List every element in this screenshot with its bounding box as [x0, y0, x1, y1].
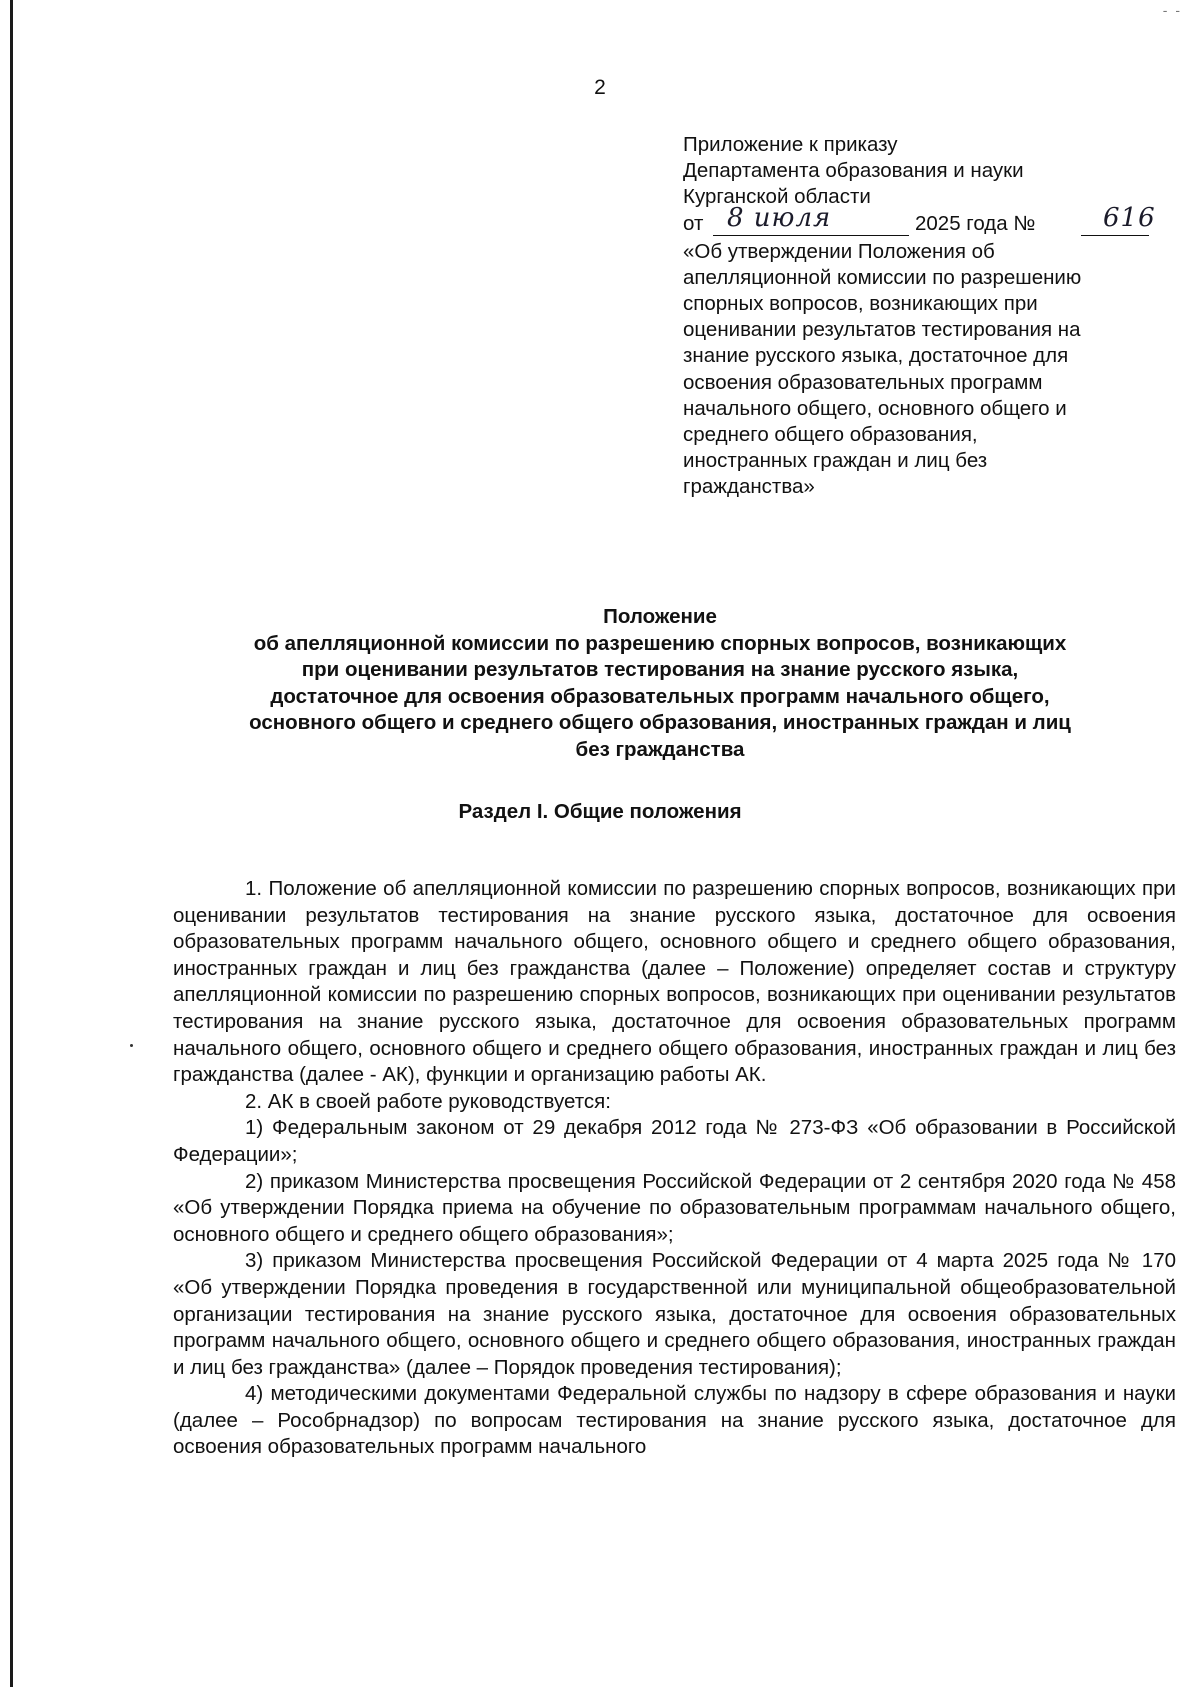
title-line: об апелляционной комиссии по разрешению спорных вопросов, возникающих — [253, 631, 1067, 655]
title-line: при оценивании результатов тестирования на знание русского языка, — [301, 658, 1019, 681]
order-title-line: знание русского языка, достаточное для — [683, 344, 1069, 368]
paragraph-2-item-3: 3) приказом Министерства просвещения Российской Федерации от 4 марта 2025 года № 170 «Об утверждении Порядка проведения в государственной или муниципальной общеобразовательной организации тестирования на знание русского языка, достаточное для освоения образовательных программ начального общего, основного общего и среднего общего образования, иностранных граждан и лиц без гражданства» (далее – Порядок проведения тестирования); — [173, 1249, 1176, 1379]
order-title-line: начального общего, основного общего и — [683, 396, 1067, 420]
appendix-line: Курганской области — [683, 185, 871, 209]
order-prefix: от — [683, 211, 704, 235]
scan-speck — [130, 1044, 133, 1047]
page-number: 2 — [594, 76, 606, 99]
document-title — [160, 604, 1160, 763]
number-underline — [1081, 235, 1149, 236]
title-line: без гражданства — [575, 737, 745, 761]
order-title-line: иностранных граждан и лиц без — [683, 449, 988, 473]
order-title-line: гражданства» — [683, 475, 815, 499]
appendix-line: Департамента образования и науки — [683, 159, 1024, 183]
order-title-line: спорных вопросов, возникающих при — [683, 292, 1038, 316]
paragraph-2-item-4: 4) методическими документами Федеральной службы по надзору в сфере образования и науки (далее – Рособрнадзор) по вопросам тестирования на знание русского языка, достаточное для освоения образовательных программ начального — [173, 1382, 1176, 1459]
order-title-line: освоения образовательных программ — [683, 370, 1043, 394]
title-line: достаточное для освоения образовательных программ начального общего, — [270, 684, 1050, 708]
title-heading: Положение — [603, 605, 717, 628]
order-title-line: «Об утверждении Положения об — [683, 239, 995, 263]
order-title-line: апелляционной комиссии по разрешению — [683, 265, 1082, 289]
scan-border-line — [10, 0, 13, 1687]
body-text — [173, 876, 1176, 1461]
paragraph-2: 2. АК в своей работе руководствуется: — [245, 1089, 611, 1113]
order-title-line: оценивании результатов тестирования на — [683, 318, 1081, 342]
handwritten-number: 616 — [1103, 202, 1156, 233]
paragraph-2-item-2: 2) приказом Министерства просвещения Российской Федерации от 2 сентября 2020 года № 458 «Об утверждении Порядка приема на обучение по образовательным программам начального общего, основного общего и среднего общего образования»; — [173, 1169, 1176, 1246]
scan-corner-mark: - - — [1162, 2, 1182, 18]
paragraph-2-item-1: 1) Федеральным законом от 29 декабря 2012 года № 273-ФЗ «Об образовании в Российской Федерации»; — [173, 1116, 1176, 1166]
title-line: основного общего и среднего общего образования, иностранных граждан и лиц — [249, 711, 1071, 734]
appendix-line: Приложение к приказу — [683, 133, 898, 156]
date-underline — [713, 235, 909, 236]
handwritten-date: 8 июля — [727, 202, 832, 233]
order-year: 2025 года № — [915, 211, 1036, 235]
appendix-block — [683, 132, 1173, 501]
order-title-line: среднего общего образования, — [683, 423, 978, 447]
order-date-line — [683, 202, 1173, 239]
section-heading: Раздел I. Общие положения — [458, 800, 742, 823]
paragraph-1: 1. Положение об апелляционной комиссии по разрешению спорных вопросов, возникающих при оценивании результатов тестирования на знание русского языка, достаточное для освоения образовательных программ начального общего, основного общего и среднего общего образования, иностранных граждан и лиц без гражданства (далее – Положение) определяет состав и структуру апелляционной комиссии по разрешению спорных вопросов, возникающих при оценивании результатов тестирования на знание русского языка, достаточное для освоения образовательных программ начального общего, основного общего и среднего общего образования, иностранных граждан и лиц без гражданства (далее - АК), функции и организацию работы АК. — [173, 877, 1176, 1087]
